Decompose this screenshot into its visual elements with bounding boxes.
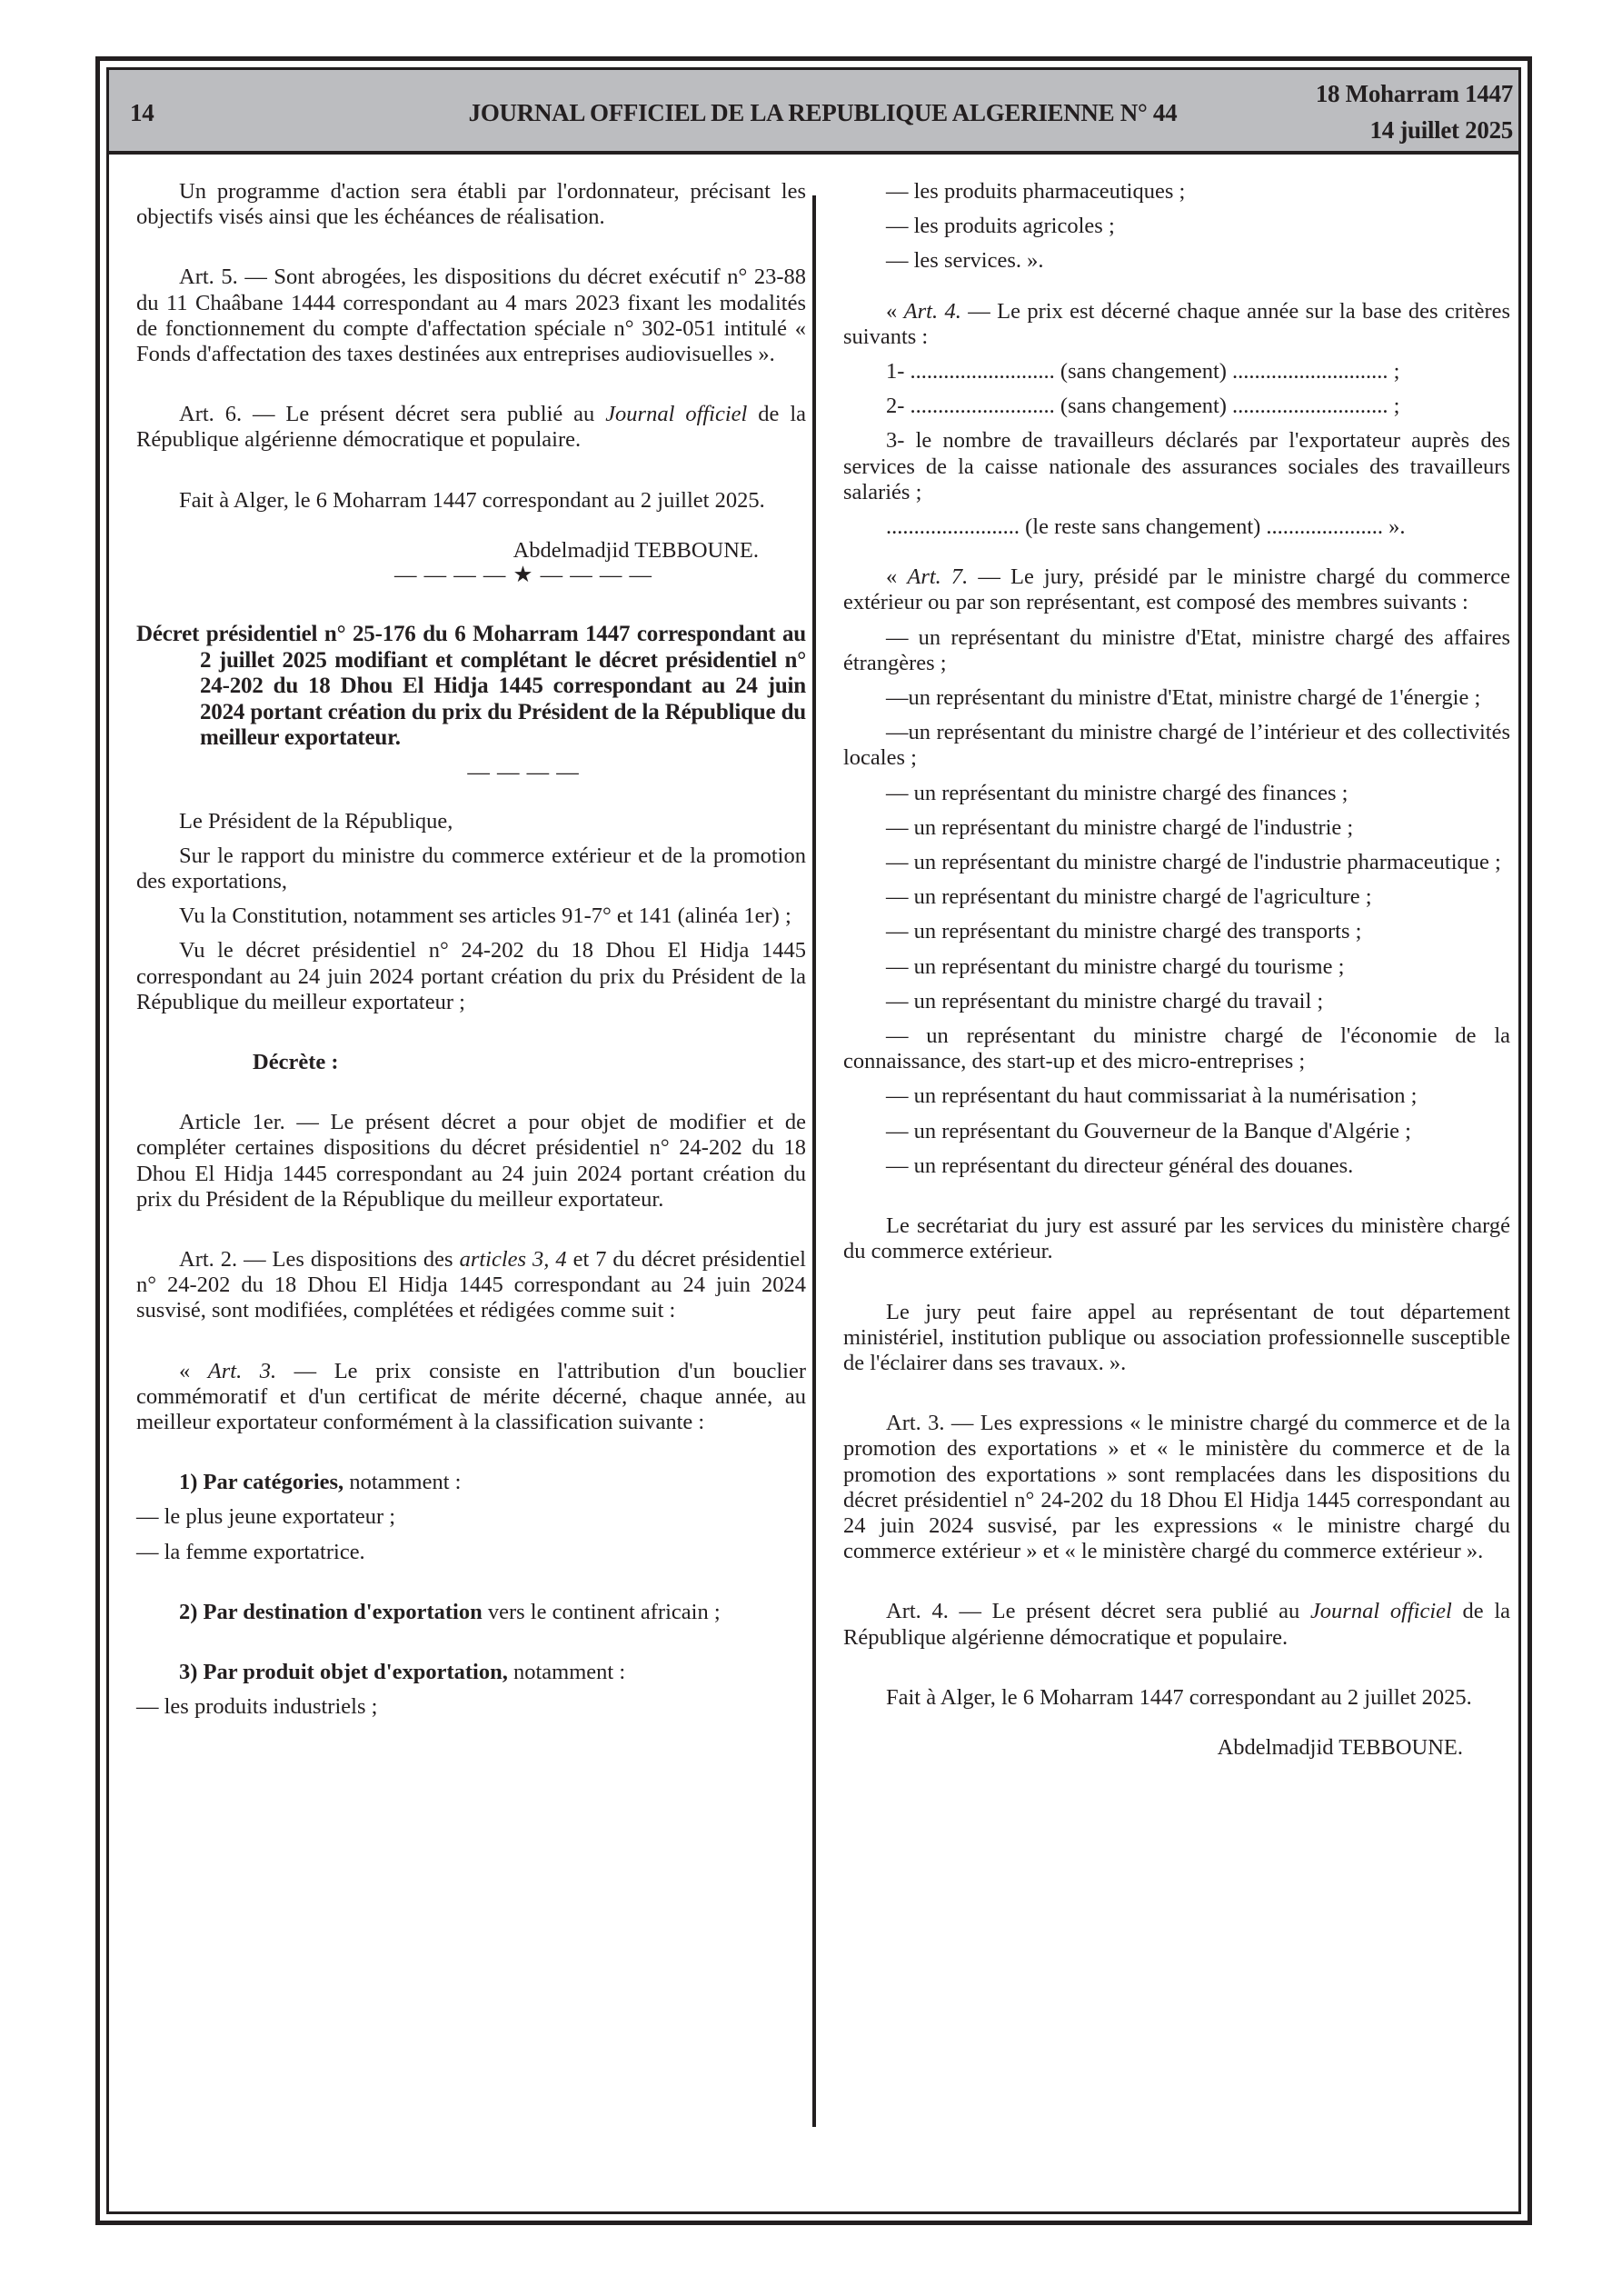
page-frame-inner <box>106 67 1521 2214</box>
gregorian-date: 14 juillet 2025 <box>1369 116 1513 144</box>
jury-member: — un représentant du ministre d'Etat, ministre chargé des affaires étrangères ; <box>843 624 1510 675</box>
criterion-1: 1- .......................... (sans changement) ............................ ; <box>886 359 1400 384</box>
vu-constitution: Vu la Constitution, notamment ses articles 91-7° et 141 (alinéa 1er) ; <box>179 903 791 929</box>
short-separator: — — — — <box>467 759 580 784</box>
column-divider <box>812 195 816 2127</box>
done-at-algiers-1: Fait à Alger, le 6 Moharram 1447 correspondant au 2 juillet 2025. <box>179 487 765 513</box>
jury-member: —un représentant du ministre d'Etat, ministre chargé de 1'énergie ; <box>886 685 1481 711</box>
jury-secretariat: Le secrétariat du jury est assuré par les services du ministère chargé du commerce extérieur. <box>843 1213 1510 1264</box>
category-1-item: — le plus jeune exportateur ; <box>136 1504 396 1530</box>
category-1: 1) Par catégories, notamment : <box>179 1470 462 1495</box>
category-3-item: — les produits agricoles ; <box>886 214 1115 239</box>
quoted-article-3: « Art. 3. — Le prix consiste en l'attribution d'un bouclier commémoratif et d'un certificat de mérite décerné, chaque année, au meilleur exportateur conformément à la classification suivante : <box>136 1358 807 1434</box>
jury-member: — un représentant du haut commissariat à la numérisation ; <box>886 1083 1418 1109</box>
jury-appeal: Le jury peut faire appel au représentant de tout département ministériel, institution publique ou association professionnelle susceptible de l'éclairer dans ses travaux. ». <box>843 1299 1510 1375</box>
jury-member: — un représentant du ministre chargé du tourisme ; <box>886 953 1345 979</box>
signature-1: Abdelmadjid TEBBOUNE. <box>512 537 759 563</box>
jury-member: — un représentant du directeur général des douanes. <box>886 1153 1354 1178</box>
criterion-rest: ........................ (le reste sans changement) ..................... ». <box>886 514 1406 540</box>
category-3-item: — les produits industriels ; <box>136 1694 378 1720</box>
article-3-expressions: Art. 3. — Les expressions « le ministre chargé du commerce et de la promotion des exportations » et « le ministère du commerce et de la promotion des exportations » sont remplacées dans les dispositions du décret présidentiel n° 24-202 du 18 Dhou El Hidja 1445 correspondant au 24 juin 2024 susvisé, par les expressions « le ministre chargé du commerce extérieur » et « le ministère chargé du commerce extérieur ». <box>843 1411 1510 1564</box>
jury-member: — un représentant du ministre chargé de l'agriculture ; <box>886 884 1372 910</box>
jury-member: — un représentant du ministre chargé de l'économie de la connaissance, des start-up et des micro-entreprises ; <box>843 1023 1510 1074</box>
rapport-clause: Sur le rapport du ministre du commerce extérieur et de la promotion des exportations, <box>136 843 806 893</box>
jury-member: — un représentant du ministre chargé des transports ; <box>886 919 1362 944</box>
paragraph-action-program: Un programme d'action sera établi par l'ordonnateur, précisant les objectifs visés ainsi que les échéances de réalisation. <box>136 179 806 230</box>
hijri-date: 18 Moharram 1447 <box>1315 80 1513 107</box>
issue-date <box>1316 75 1513 148</box>
criterion-3: 3- le nombre de travailleurs déclarés par l'exportateur auprès des services de la caisse nationale des assurances sociales des travailleurs salariés ; <box>843 428 1510 504</box>
article-4-publication: Art. 4. — Le présent décret sera publié au Journal officiel de la République algérienne démocratique et populaire. <box>843 1599 1511 1650</box>
quoted-article-7: « Art. 7. — Le jury, présidé par le ministre chargé du commerce extérieur ou par son représentant, est composé des membres suivants : <box>843 564 1511 615</box>
decrete-heading: Décrète : <box>253 1049 339 1074</box>
left-column <box>136 170 806 1720</box>
jury-member: —un représentant du ministre chargé de l’intérieur et des collectivités locales ; <box>843 720 1510 771</box>
done-at-algiers-2: Fait à Alger, le 6 Moharram 1447 correspondant au 2 juillet 2025. <box>886 1684 1472 1710</box>
category-3: 3) Par produit objet d'exportation, notamment : <box>179 1660 626 1684</box>
article-6: Art. 6. — Le présent décret sera publié au Journal officiel de la République algérienne démocratique et populaire. <box>136 402 807 453</box>
criterion-2: 2- .......................... (sans changement) ............................ ; <box>886 394 1400 419</box>
quoted-article-4: « Art. 4. — Le prix est décerné chaque année sur la base des critères suivants : <box>843 298 1511 349</box>
article-5: Art. 5. — Sont abrogées, les dispositions du décret exécutif n° 23-88 du 11 Chaâbane 1444 correspondant au 4 mars 2023 fixant les modalités de fonctionnement du compte d'affectation spéciale n° 302-051 intitulé « Fonds d'affectation des taxes destinées aux entreprises audiovisuelles ». <box>136 265 806 367</box>
journal-title: JOURNAL OFFICIEL DE LA REPUBLIQUE ALGERIENNE N° 44 <box>468 99 1178 126</box>
category-1-item: — la femme exportatrice. <box>136 1539 365 1564</box>
decree-title: Décret présidentiel n° 25-176 du 6 Moharram 1447 correspondant au 2 juillet 2025 modifiant et complétant le décret présidentiel n° 24-202 du 18 Dhou El Hidja 1445 correspondant au 24 juin 2024 portant création du prix du Président de la République du meilleur exportateur. <box>136 622 806 751</box>
jury-member: — un représentant du ministre chargé de l'industrie pharmaceutique ; <box>886 850 1501 875</box>
page-number: 14 <box>130 99 154 126</box>
article-1: Article 1er. — Le présent décret a pour objet de modifier et de compléter certaines dispositions du décret présidentiel n° 24-202 du 18 Dhou El Hidja 1445 correspondant au 24 juin 2024 portant création du prix du Président de la République du meilleur exportateur. <box>136 1110 806 1212</box>
star-separator: — — — — ★ — — — — <box>394 563 652 588</box>
jury-member: — un représentant du ministre chargé des finances ; <box>886 780 1348 805</box>
right-column <box>843 170 1510 1761</box>
page-frame-outer <box>95 56 1532 2225</box>
jury-member: — un représentant du ministre chargé du travail ; <box>886 988 1324 1013</box>
category-3-item: — les produits pharmaceutiques ; <box>886 179 1186 204</box>
jury-member: — un représentant du Gouverneur de la Banque d'Algérie ; <box>886 1118 1411 1143</box>
journal-header <box>109 70 1518 155</box>
category-3-item: — les services. ». <box>886 248 1044 274</box>
signature-2: Abdelmadjid TEBBOUNE. <box>1217 1734 1463 1760</box>
president-intro: Le Président de la République, <box>179 808 453 834</box>
article-2: Art. 2. — Les dispositions des articles 3, 4 et 7 du décret présidentiel n° 24-202 du 18 Dhou El Hidja 1445 correspondant au 24 juin 2024 susvisé, sont modifiées, complétées et rédigées comme suit : <box>136 1246 806 1323</box>
jury-members-list <box>843 625 1510 1179</box>
vu-decree: Vu le décret présidentiel n° 24-202 du 18 Dhou El Hidja 1445 correspondant au 24 juin 2024 portant création du prix du Président de la République du meilleur exportateur ; <box>136 938 806 1014</box>
category-2: 2) Par destination d'exportation vers le continent africain ; <box>179 1599 721 1624</box>
jury-member: — un représentant du ministre chargé de l'industrie ; <box>886 814 1354 840</box>
